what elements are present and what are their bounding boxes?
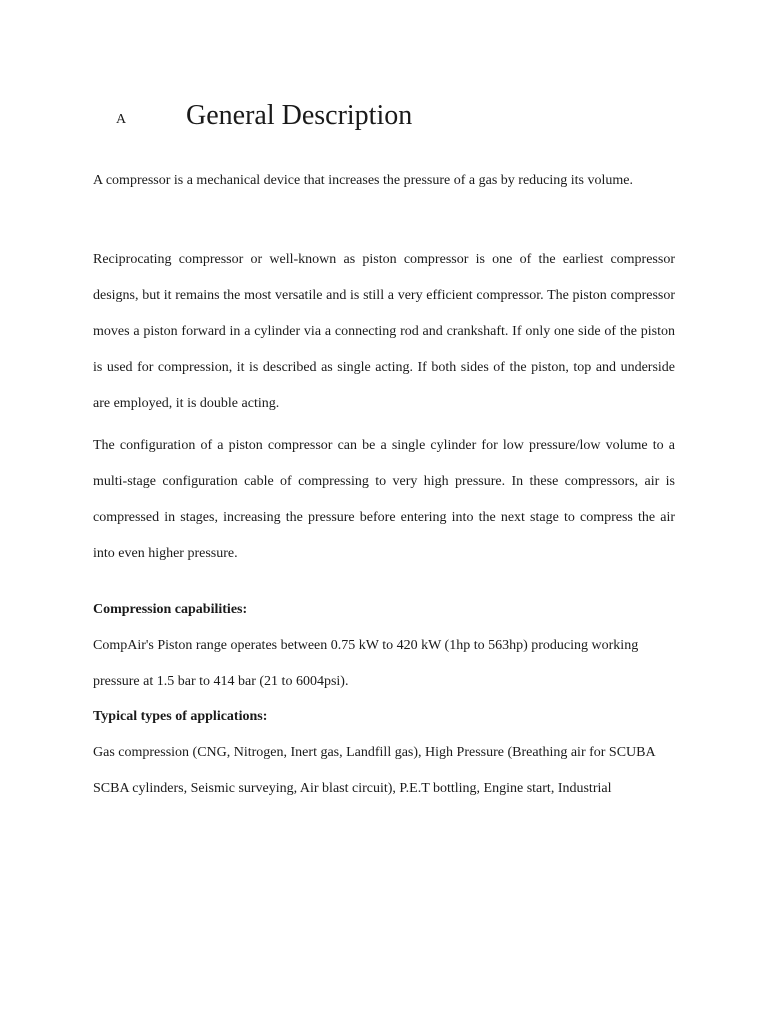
applications-heading: Typical types of applications:: [93, 709, 268, 724]
applications-paragraph: Gas compression (CNG, Nitrogen, Inert gas, Landfill gas), High Pressure (Breathing air for SCUBA SCBA cylinders, Seismic surveying, Air blast circuit), P.E.T bottling, Engine start, Industrial: [93, 745, 655, 796]
configuration-paragraph: The configuration of a piston compressor can be a single cylinder for low pressure/low volume to a multi-stage configuration cable of compressing to very high pressure. In these compressors, air is compressed in stages, increasing the pressure before entering into the next stage to compress the air into even higher pressure.: [93, 438, 675, 561]
intro-paragraph: A compressor is a mechanical device that increases the pressure of a gas by reducing its volume.: [93, 173, 633, 188]
page-title: General Description: [186, 100, 413, 131]
reciprocating-paragraph: Reciprocating compressor or well-known as piston compressor is one of the earliest compressor designs, but it remains the most versatile and is still a very efficient compressor. The piston compressor moves a piston forward in a cylinder via a connecting rod and crankshaft. If only one side of the piston is used for compression, it is described as single acting. If both sides of the piston, top and underside are employed, it is double acting.: [93, 252, 675, 411]
section-heading: [116, 98, 676, 138]
capabilities-heading: Compression capabilities:: [93, 602, 248, 617]
heading-marker: A: [116, 112, 127, 127]
capabilities-paragraph: CompAir's Piston range operates between 0.75 kW to 420 kW (1hp to 563hp) producing working pressure at 1.5 bar to 414 bar (21 to 6004psi).: [93, 638, 639, 689]
